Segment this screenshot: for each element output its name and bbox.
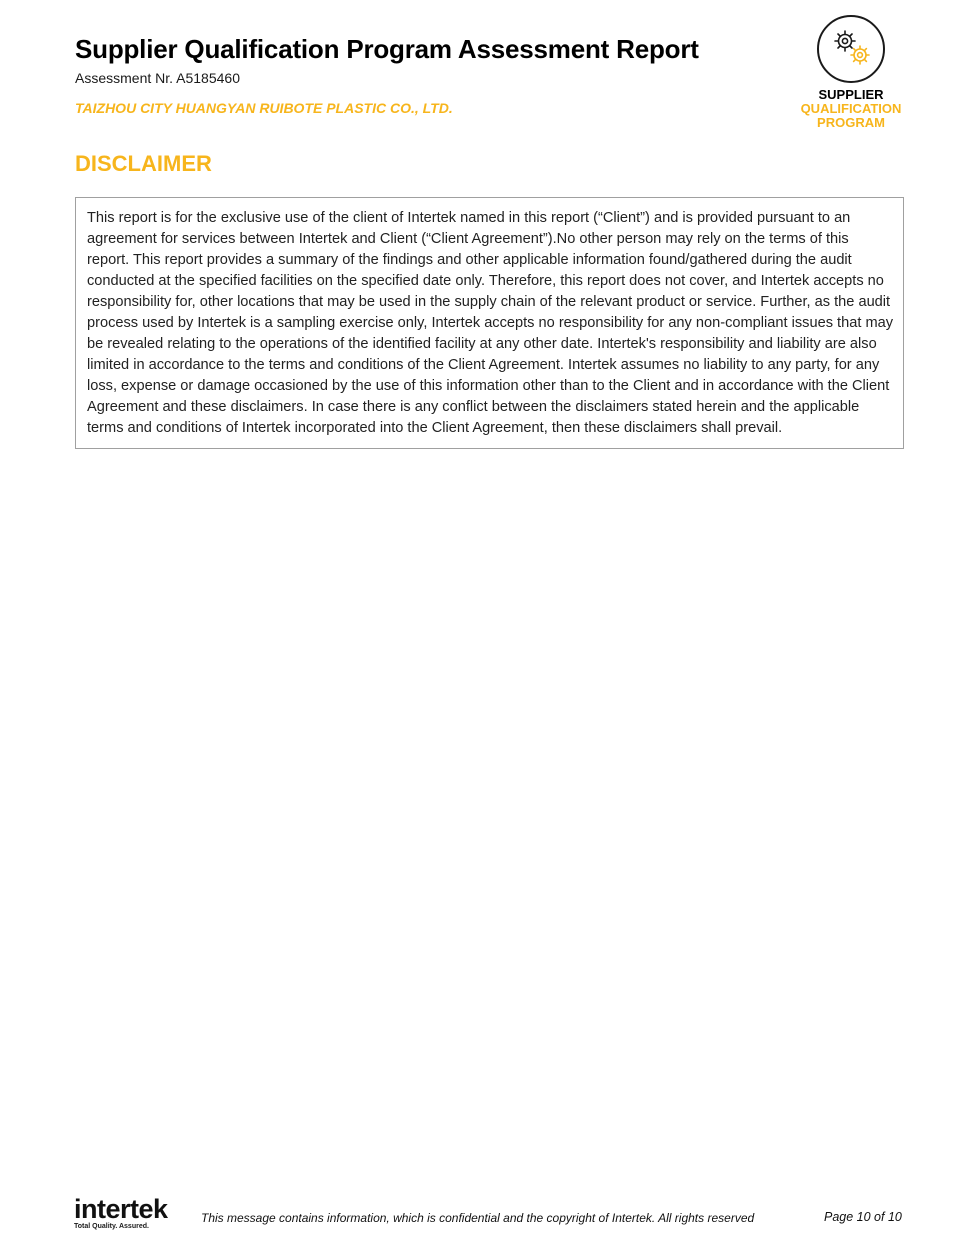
intertek-wordmark-icon xyxy=(74,1196,186,1222)
program-logo xyxy=(790,14,912,130)
page-number: Page 10 of 10 xyxy=(824,1210,902,1224)
report-title: Supplier Qualification Program Assessment Report xyxy=(75,34,699,64)
footer-tagline: Total Quality. Assured. xyxy=(74,1223,149,1230)
disclaimer-text: This report is for the exclusive use of the client of Intertek named in this report (“Client”) and is provided pursuant to an agreement for services between Intertek and Client (“Client Agreement”).No other person may rely on the terms of this report. This report provides a summary of the findings and other applicable information found/gathered during the audit conducted at the specified facilities on the specified date only. Therefore, this report does not cover, and Intertek accepts no responsibility for, other locations that may be used in the supply chain of the relevant product or service. Further, as the audit process used by Intertek is a sampling exercise only, Intertek accepts no responsibility for any non-compliant issues that may be revealed relating to the operations of the identified facility at any other date. Intertek's responsibility and liability are also limited in accordance to the terms and conditions of the Client Agreement. Intertek assumes no liability to any party, for any loss, expense or damage occasioned by the use of this information other than to the Client and in accordance with the Client Agreement and these disclaimers. In case there is any conflict between the disclaimers stated herein and the applicable terms and conditions of Intertek incorporated into the Client Agreement, then these disclaimers shall prevail. xyxy=(75,197,904,449)
company-name: TAIZHOU CITY HUANGYAN RUIBOTE PLASTIC CO., LTD. xyxy=(75,100,453,116)
footer-brand: intertek xyxy=(74,1196,168,1222)
footer-message: This message contains information, which is confidential and the copyright of Intertek. All rights reserved xyxy=(201,1211,755,1225)
intertek-logo xyxy=(74,1196,194,1230)
logo-text-qualification: QUALIFICATION xyxy=(800,101,902,116)
section-heading: DISCLAIMER xyxy=(75,151,212,176)
logo-text-supplier: SUPPLIER xyxy=(818,87,884,102)
assessment-number: Assessment Nr. A5185460 xyxy=(75,70,240,86)
gears-icon xyxy=(816,14,886,84)
logo-text-program: PROGRAM xyxy=(817,115,885,130)
